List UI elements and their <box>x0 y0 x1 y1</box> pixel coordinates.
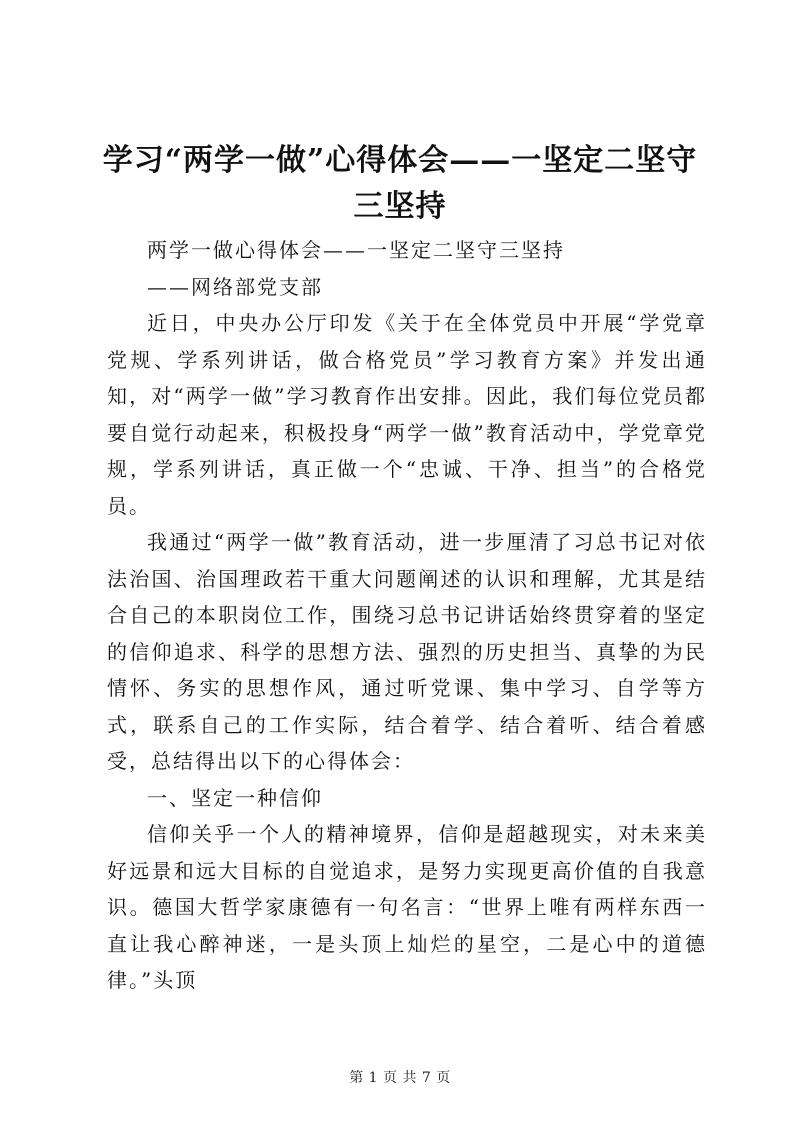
author-paragraph: ——网络部党支部 <box>147 274 323 299</box>
document-body <box>107 232 707 999</box>
body-paragraph: 我通过“两学一做”教育活动，进一步厘清了习总书记对依法治国、治国理政若干重大问题阐述的认识和理解，尤其是结合自己的本职岗位工作，围绕习总书记讲话始终贯穿着的坚定的信仰追求、科学的思想方法、强烈的历史担当、真挚的为民情怀、务实的思想作风，通过听党课、集中学习、自学等方式，联系自己的工作实际，结合着学、结合着听、结合着感受，总结得出以下的心得体会： <box>107 530 707 773</box>
document-title <box>100 138 700 230</box>
subtitle-paragraph: 两学一做心得体会——一坚定二坚守三坚持 <box>147 238 565 262</box>
body-paragraph: 近日，中央办公厅印发《关于在全体党员中开展“学党章党规、学系列讲话，做合格党员”学习教育方案》并发出通知，对“两学一做”学习教育作出安排。因此，我们每位党员都要自觉行动起来，积极投身“两学一做”教育活动中，学党章党规，学系列讲话，真正做一个“忠诚、干净、担当”的合格党员。 <box>107 311 707 518</box>
section-heading: 一、坚定一种信仰 <box>147 785 323 810</box>
title-line-1: 学习“两学一做”心得体会——一坚定二坚守 <box>102 143 698 178</box>
body-paragraph: 信仰关乎一个人的精神境界，信仰是超越现实，对未来美好远景和远大目标的自觉追求，是努力实现更高价值的自我意识。德国大哲学家康德有一句名言：“世界上唯有两样东西一直让我心醉神迷，一是头顶上灿烂的星空，二是心中的道德律。”头顶 <box>107 822 707 992</box>
title-line-2: 三坚持 <box>353 189 447 224</box>
page-footer: 第 1 页 共 7 页 <box>349 1070 451 1086</box>
